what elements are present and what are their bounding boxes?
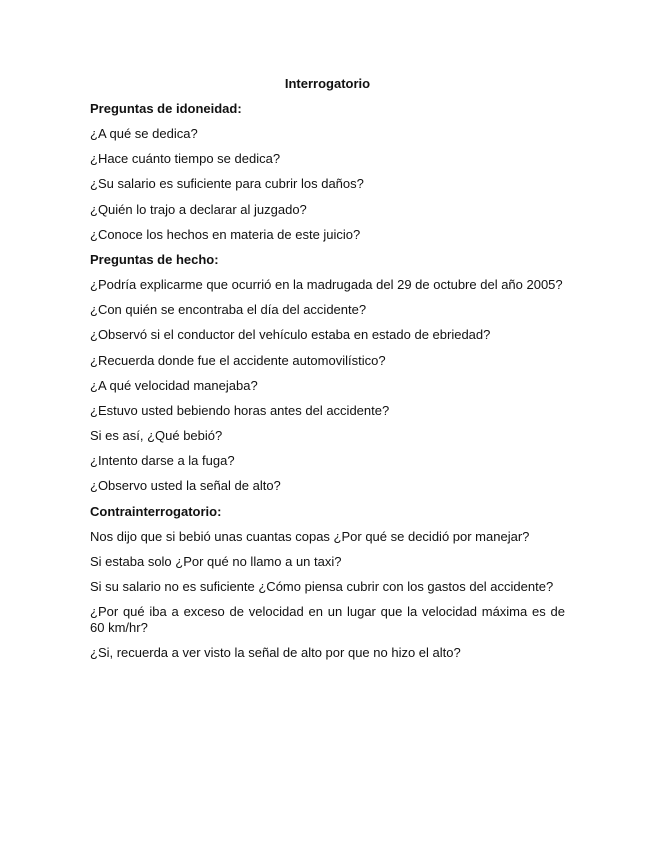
document-title: Interrogatorio — [284, 76, 371, 91]
question: Nos dijo que si bebió unas cuantas copas ¿Por qué se decidió por manejar? — [90, 528, 530, 544]
section-heading: Contrainterrogatorio: — [90, 503, 222, 519]
question: ¿Su salario es suficiente para cubrir los daños? — [90, 176, 364, 192]
question: ¿Intento darse a la fuga? — [90, 453, 235, 469]
question: Si es así, ¿Qué bebió? — [90, 428, 223, 444]
section-hecho — [90, 252, 565, 495]
section-heading: Preguntas de idoneidad: — [90, 101, 242, 116]
question: ¿Observo usted la señal de alto? — [90, 478, 281, 494]
question: ¿Podría explicarme que ocurrió en la madrugada del 29 de octubre del año 2005? — [90, 276, 563, 292]
question: ¿Hace cuánto tiempo se dedica? — [90, 151, 281, 167]
question: ¿Observó si el conductor del vehículo estaba en estado de ebriedad? — [90, 327, 491, 343]
question: Si estaba solo ¿Por qué no llamo a un taxi? — [90, 553, 342, 569]
section-heading: Preguntas de hecho: — [90, 251, 219, 267]
section-contrainterrogatorio — [90, 504, 565, 662]
question: ¿Recuerda donde fue el accidente automovilístico? — [90, 352, 386, 368]
question: Si su salario no es suficiente ¿Cómo piensa cubrir con los gastos del accidente? — [90, 579, 554, 594]
section-idoneidad — [90, 101, 565, 243]
question: ¿Por qué iba a exceso de velocidad en un lugar que la velocidad máxima es de 60 km/hr? — [90, 604, 565, 636]
question: ¿A qué se dedica? — [90, 126, 198, 141]
question: ¿Conoce los hechos en materia de este juicio? — [90, 226, 361, 242]
question: ¿Si, recuerda a ver visto la señal de alto por que no hizo el alto? — [90, 645, 461, 661]
question: ¿Estuvo usted bebiendo horas antes del accidente? — [90, 402, 390, 418]
question: ¿Con quién se encontraba el día del accidente? — [90, 302, 367, 318]
question: ¿Quién lo trajo a declarar al juzgado? — [90, 201, 307, 217]
question: ¿A qué velocidad manejaba? — [90, 377, 258, 393]
